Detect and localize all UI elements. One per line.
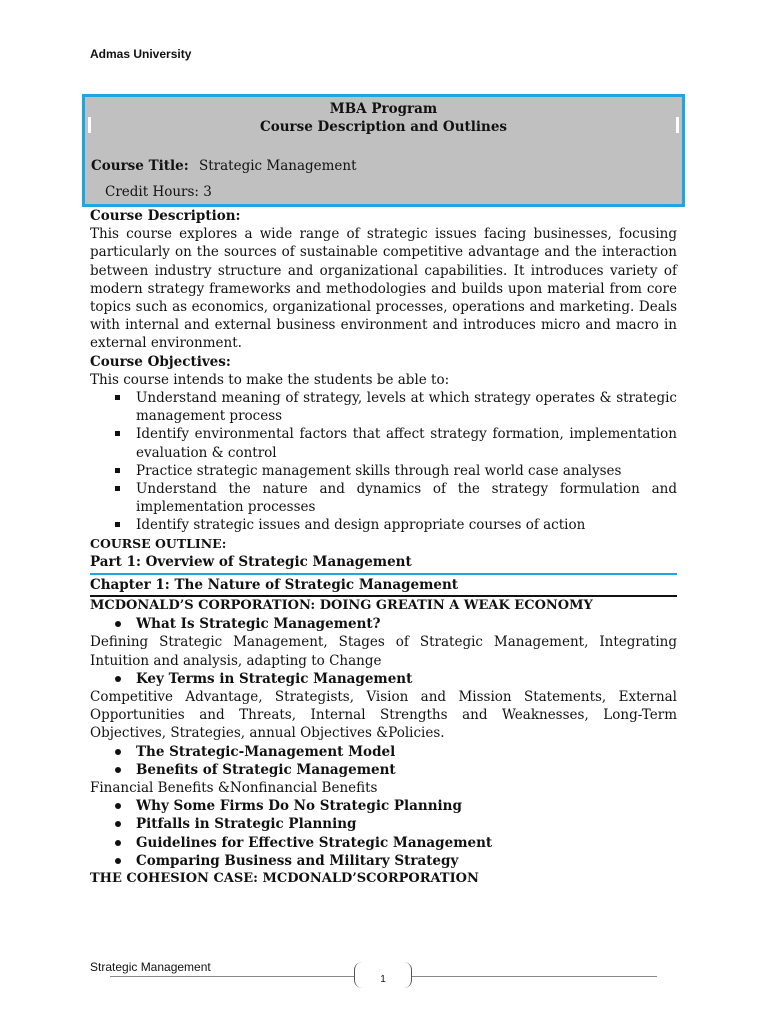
- title-box: [82, 94, 685, 207]
- description-section: [90, 207, 677, 553]
- topic-item: Comparing Business and Military Strategy: [90, 852, 677, 870]
- objectives-heading: Course Objectives:: [90, 353, 231, 370]
- chapter-content: [90, 597, 677, 888]
- topic-item: Benefits of Strategic Management: [90, 761, 677, 779]
- program-title: MBA Program: [329, 101, 438, 117]
- objective-item: Practice strategic management skills through real world case analyses: [90, 462, 677, 480]
- part-heading: Part 1: Overview of Strategic Management: [90, 554, 412, 570]
- document-subtitle: Course Description and Outlines: [259, 119, 508, 135]
- description-heading: Course Description:: [90, 208, 241, 224]
- topic-item: Pitfalls in Strategic Planning: [90, 815, 677, 833]
- topic-item: Key Terms in Strategic Management: [90, 670, 677, 688]
- course-title-row: [91, 158, 357, 174]
- topic-item: What Is Strategic Management?: [90, 615, 677, 633]
- objective-item: Understand meaning of strategy, levels at which strategy operates & strategic management process: [90, 389, 677, 425]
- page-number: 1: [354, 962, 412, 988]
- topic-text: Defining Strategic Management, Stages of Strategic Management, Integrating Intuition and analysis, adapting to Change: [90, 634, 677, 669]
- topic-item: Why Some Firms Do No Strategic Planning: [90, 797, 677, 815]
- case-heading: MCDONALD’S CORPORATION: DOING GREATIN A WEAK ECONOMY: [90, 598, 593, 613]
- footer-title: Strategic Management: [90, 960, 211, 974]
- topic-item: Guidelines for Effective Strategic Management: [90, 834, 677, 852]
- objective-item: Understand the nature and dynamics of the strategy formulation and implementation processes: [90, 480, 677, 516]
- cohesion-case-heading: THE COHESION CASE: MCDONALD’SCORPORATION: [90, 871, 479, 887]
- objectives-intro: This course intends to make the students be able to:: [90, 371, 450, 388]
- objective-item: Identify environmental factors that affect strategy formation, implementation evaluation & control: [90, 425, 677, 461]
- topic-text: Competitive Advantage, Strategists, Vision and Mission Statements, External Opportunities and Threats, Internal Strengths and Weaknesses, Long-Term Objectives, Strategies, annual Objectives &Policies.: [90, 689, 677, 742]
- course-title-value: Strategic Management: [198, 158, 357, 174]
- part-rule: [90, 573, 677, 575]
- description-body: This course explores a wide range of strategic issues facing businesses, focusing particularly on the sources of sustainable competitive advantage and the interaction between industry structure and organizational capabilities. It introduces variety of modern strategy frameworks and methodologies and builds upon material from core topics such as economics, organizational processes, operations and marketing. Deals with internal and external business environment and introduces micro and macro in external environment.: [90, 226, 677, 352]
- objective-item: Identify strategic issues and design appropriate courses of action: [90, 516, 677, 534]
- header-university: Admas University: [90, 47, 192, 61]
- outline-heading: COURSE OUTLINE:: [90, 535, 227, 551]
- course-title-label: Course Title:: [91, 158, 189, 174]
- topic-item: The Strategic-Management Model: [90, 743, 677, 761]
- chapter-heading: Chapter 1: The Nature of Strategic Management: [90, 577, 459, 593]
- objectives-list: [90, 389, 677, 535]
- credit-hours: Credit Hours: 3: [105, 184, 212, 200]
- topic-text: Financial Benefits &Nonfinancial Benefits: [90, 780, 378, 797]
